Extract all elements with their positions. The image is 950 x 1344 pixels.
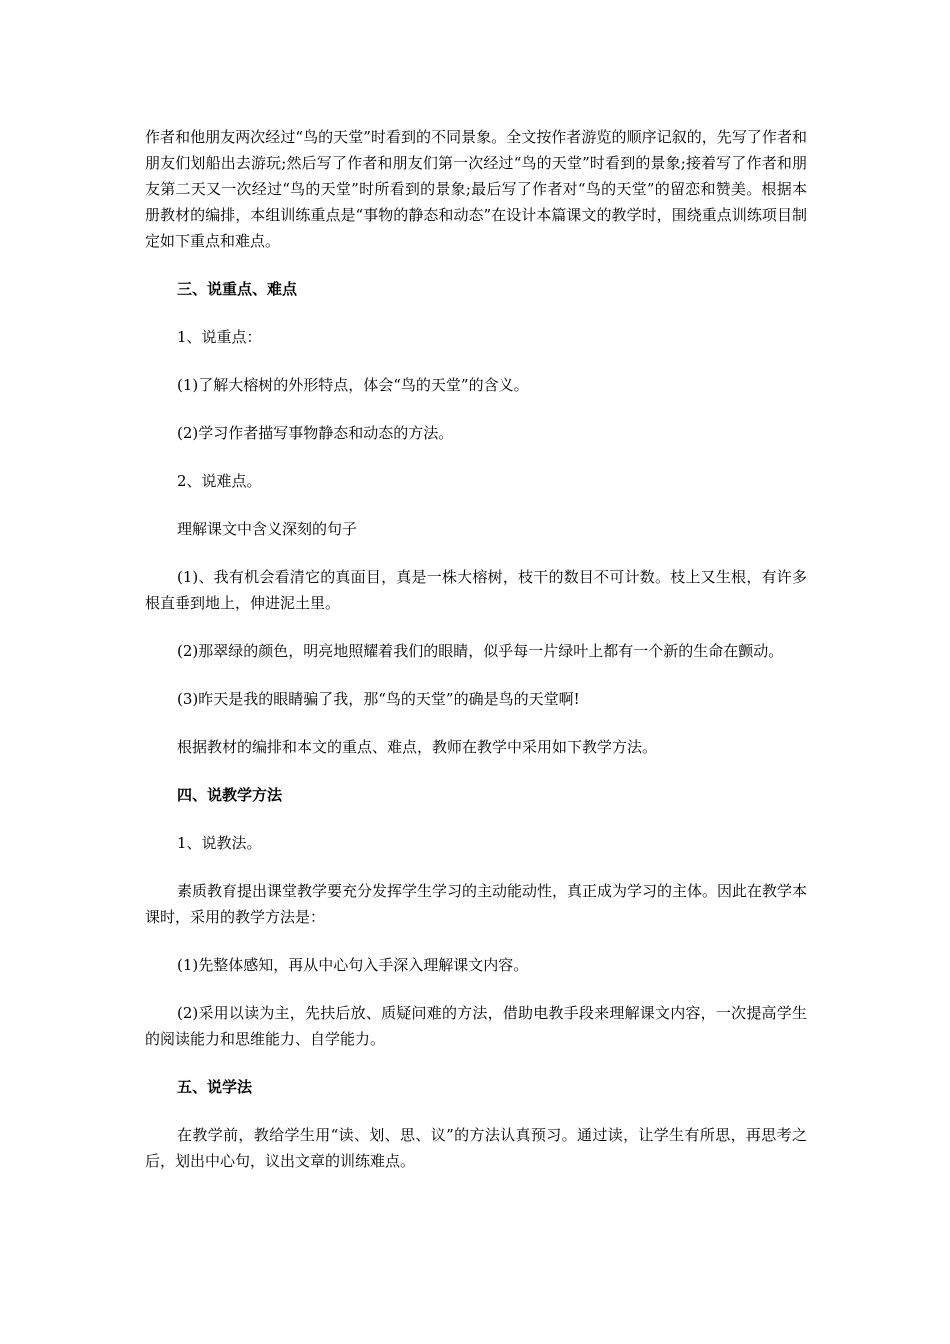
subheading-difficult-points: 2、说难点。 (177, 472, 262, 490)
intro-paragraph: 作者和他朋友两次经过“鸟的天堂”时看到的不同景象。全文按作者游览的顺序记叙的，先写了作者和朋友们划船出去游玩;然后写了作者和朋友们第一次经过“鸟的天堂”时看到的景象;接着写了作者和朋友第二天又一次经过“鸟的天堂”时所看到的景象;最后写了作者对“鸟的天堂”的留恋和赞美。根据本册教材的编排，本组训练重点是“事物的静态和动态”在设计本篇课文的教学时，围绕重点训练项目制定如下重点和难点。 (145, 128, 807, 250)
teaching-method-item-2: (2)采用以读为主，先扶后放、质疑问难的方法，借助电教手段来理解课文内容，一次提高学生的阅读能力和思维能力、自学能力。 (145, 1004, 807, 1048)
difficult-sentence-2: (2)那翠绿的颜色，明亮地照耀着我们的眼睛，似乎每一片绿叶上都有一个新的生命在颤动。 (177, 642, 784, 660)
transition-paragraph: 根据教材的编排和本文的重点、难点，教师在教学中采用如下教学方法。 (177, 738, 658, 756)
document-page (145, 124, 807, 1174)
difficult-points-intro: 理解课文中含义深刻的句子 (177, 520, 358, 538)
section-heading-key-points: 三、说重点、难点 (177, 280, 298, 298)
subheading-key-points: 1、说重点： (177, 328, 262, 346)
learning-method-paragraph: 在教学前，教给学生用“读、划、思、议”的方法认真预习。通过读，让学生有所思，再思考之后，划出中心句，议出文章的训练难点。 (145, 1126, 807, 1170)
key-point-item-1: (1)了解大榕树的外形特点，体会“鸟的天堂”的含义。 (177, 376, 529, 394)
teaching-method-paragraph: 素质教育提出课堂教学要充分发挥学生学习的主动能动性，真正成为学习的主体。因此在教学本课时，采用的教学方法是： (145, 882, 808, 926)
key-point-item-2: (2)学习作者描写事物静态和动态的方法。 (177, 424, 454, 442)
section-heading-teaching-methods: 四、说教学方法 (177, 786, 283, 804)
difficult-sentence-1: (1)、我有机会看清它的真面目，真是一株大榕树，枝干的数目不可计数。枝上又生根，有许多根直垂到地上，伸进泥土里。 (145, 568, 807, 612)
section-heading-learning-methods: 五、说学法 (177, 1078, 253, 1096)
teaching-method-item-1: (1)先整体感知，再从中心句入手深入理解课文内容。 (177, 956, 529, 974)
subheading-teaching-method: 1、说教法。 (177, 834, 262, 852)
difficult-sentence-3: (3)昨天是我的眼睛骗了我，那“鸟的天堂”的确是鸟的天堂啊! (177, 690, 580, 708)
